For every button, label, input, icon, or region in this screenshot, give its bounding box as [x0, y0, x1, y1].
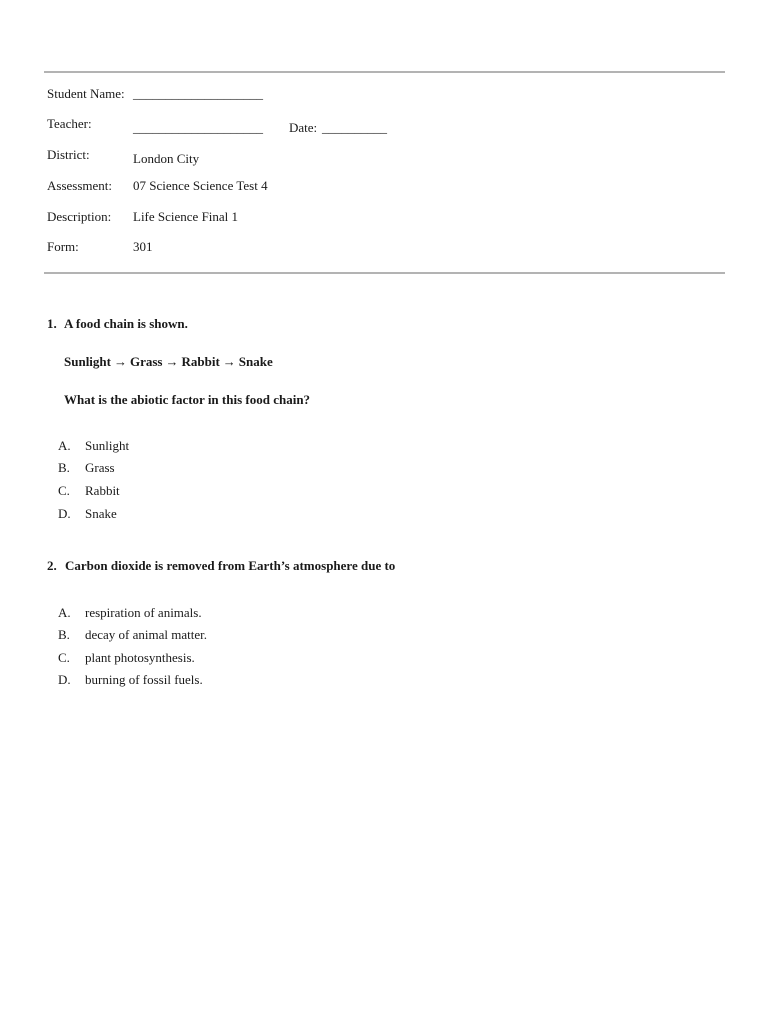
option-text: respiration of animals.	[85, 605, 202, 620]
food-chain	[64, 354, 273, 370]
question-prompt: What is the abiotic factor in this food chain?	[64, 392, 311, 407]
date-field[interactable]: __________	[322, 120, 387, 135]
district-label: District:	[47, 147, 90, 162]
option-text: Rabbit	[85, 483, 120, 498]
option-text: decay of animal matter.	[85, 627, 208, 642]
teacher-field[interactable]: ____________________	[133, 120, 263, 135]
assessment-label: Assessment:	[47, 178, 112, 193]
arrow-icon: →	[222, 354, 236, 369]
option-letter: B.	[58, 460, 70, 475]
chain-item: Sunlight	[64, 354, 111, 369]
chain-item: Grass	[129, 354, 163, 369]
question-stem: Carbon dioxide is removed from Earth’s atmosphere due to	[65, 558, 396, 573]
assessment-value: 07 Science Science Test 4	[133, 178, 268, 193]
form-value: 301	[133, 239, 153, 254]
district-value: London City	[133, 151, 200, 166]
option-letter: A.	[58, 438, 71, 453]
option-text: Grass	[85, 460, 115, 475]
student-name-field[interactable]: ____________________	[133, 86, 263, 101]
chain-item: Rabbit	[181, 354, 220, 369]
option-text: plant photosynthesis.	[85, 650, 195, 665]
option-text: Sunlight	[85, 438, 130, 453]
option-text: Snake	[85, 506, 117, 521]
student-name-label: Student Name:	[47, 86, 125, 101]
option-letter: D.	[58, 672, 71, 687]
bottom-rule	[44, 272, 725, 274]
option-text: burning of fossil fuels.	[85, 672, 203, 687]
arrow-icon: →	[113, 354, 127, 369]
option-letter: D.	[58, 506, 71, 521]
description-value: Life Science Final 1	[133, 209, 239, 224]
option-letter: B.	[58, 627, 70, 642]
form-label: Form:	[47, 239, 79, 254]
question-number: 2.	[47, 558, 57, 573]
option-letter: C.	[58, 650, 70, 665]
chain-item: Snake	[238, 354, 273, 369]
option-letter: A.	[58, 605, 71, 620]
arrow-icon: →	[165, 354, 179, 369]
teacher-label: Teacher:	[47, 116, 92, 131]
question-number: 1.	[47, 316, 57, 331]
top-rule	[44, 71, 725, 73]
description-label: Description:	[47, 209, 112, 224]
date-label: Date:	[289, 120, 318, 135]
question-stem: A food chain is shown.	[64, 316, 188, 331]
option-letter: C.	[58, 483, 70, 498]
